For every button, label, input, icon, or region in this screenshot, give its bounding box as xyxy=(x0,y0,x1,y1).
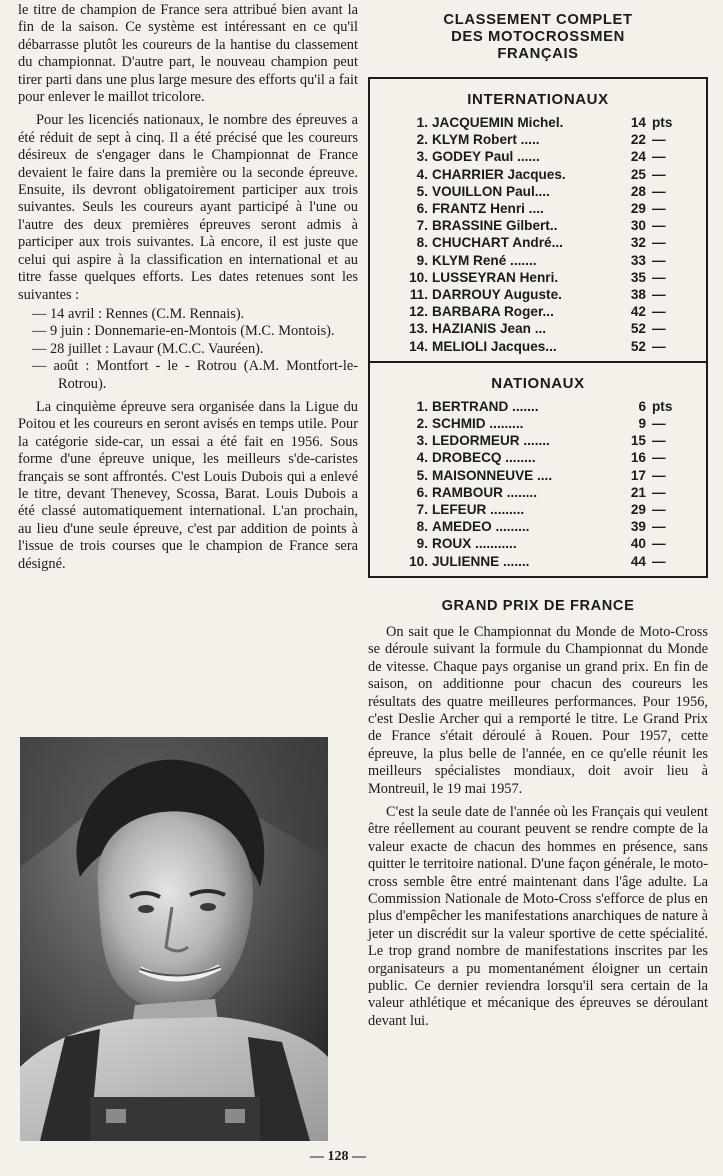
ranking-unit: — xyxy=(652,218,666,234)
ranking-points: 14 xyxy=(630,115,646,130)
ranking-unit: — xyxy=(652,166,666,182)
ranking-name: MELIOLI Jacques... xyxy=(432,338,557,354)
ranking-unit: — xyxy=(652,536,666,552)
ranking-unit: — xyxy=(652,201,666,217)
ranking-points: 32 xyxy=(630,235,646,251)
ranking-position: 7. xyxy=(416,218,428,234)
ranking-position: 5. xyxy=(416,183,428,199)
ranking-unit: — xyxy=(652,269,666,285)
ranking-position: 6. xyxy=(416,201,428,217)
ranking-title-line: CLASSEMENT COMPLET xyxy=(443,12,633,28)
ranking-points: 29 xyxy=(630,502,646,518)
paragraph-cinquieme-epreuve: La cinquième épreuve sera organisée dans la Ligue du Poitou et les coureurs en seront avisés en temps utile. Pour la catégorie side-car, un essai a été fait en 1956. Sous forme d'une épreuve unique, les meilleurs s'de-caristes français se sont affrontés. C'est Louis Dubois qui a enlevé le titre, devant Thenevey, Scossa, Barat. Louis Dubois a été classé automatiquement international. L'an prochain, au lieu d'une seule épreuve, c'est par addition de points à l'issue de trois courses que le champion de France sera désigné. xyxy=(18,398,358,572)
ranking-row xyxy=(370,553,706,570)
ranking-unit: — xyxy=(652,416,666,432)
dates-list xyxy=(18,306,358,393)
ranking-nationaux xyxy=(370,361,706,576)
ranking-unit: — xyxy=(652,132,666,148)
ranking-unit: — xyxy=(652,433,666,449)
ranking-rows xyxy=(370,114,706,355)
ranking-row xyxy=(370,398,706,415)
ranking-row xyxy=(370,449,706,466)
ranking-points: 42 xyxy=(630,304,646,320)
ranking-name: HAZIANIS Jean ... xyxy=(432,321,547,337)
ranking-unit: — xyxy=(652,502,666,518)
left-column xyxy=(18,2,358,573)
ranking-unit: pts xyxy=(652,398,673,414)
ranking-points: 39 xyxy=(630,519,646,535)
ranking-position: 14. xyxy=(409,338,428,354)
ranking-unit: — xyxy=(652,338,666,354)
ranking-position: 7. xyxy=(416,502,428,518)
rider-portrait-photo xyxy=(20,737,328,1141)
ranking-unit: — xyxy=(652,450,666,466)
ranking-row xyxy=(370,484,706,501)
date-item: — août : Montfort - le - Rotrou (A.M. Montfort-le-Rotrou). xyxy=(32,358,358,392)
ranking-position: 9. xyxy=(416,252,428,268)
ranking-points: 22 xyxy=(630,132,646,148)
ranking-row xyxy=(370,183,706,200)
page-number: — 128 — xyxy=(310,1149,366,1164)
ranking-section-heading: INTERNATIONAUX xyxy=(467,91,609,108)
ranking-row xyxy=(370,518,706,535)
ranking-position: 10. xyxy=(409,269,428,285)
ranking-points: 9 xyxy=(638,416,646,432)
ranking-name: FRANTZ Henri .... xyxy=(432,201,544,217)
ranking-unit: — xyxy=(652,149,666,165)
ranking-position: 9. xyxy=(416,536,428,552)
ranking-name: BRASSINE Gilbert.. xyxy=(432,218,558,234)
ranking-unit: — xyxy=(652,467,666,483)
ranking-unit: — xyxy=(652,183,666,199)
ranking-unit: — xyxy=(652,321,666,337)
ranking-name: CHUCHART André... xyxy=(432,235,563,251)
ranking-name: DARROUY Auguste. xyxy=(432,287,562,303)
ranking-table xyxy=(368,77,708,578)
ranking-name: LEFEUR ......... xyxy=(432,502,525,518)
ranking-position: 4. xyxy=(416,450,428,466)
ranking-position: 3. xyxy=(416,433,428,449)
ranking-row xyxy=(370,252,706,269)
ranking-name: DROBECQ ........ xyxy=(432,450,536,466)
ranking-name: JULIENNE ....... xyxy=(432,553,530,569)
ranking-points: 28 xyxy=(630,183,646,199)
ranking-points: 52 xyxy=(630,338,646,354)
ranking-rows xyxy=(370,398,706,570)
ranking-name: ROUX ........... xyxy=(432,536,517,552)
ranking-title-line: DES MOTOCROSSMEN xyxy=(451,29,625,45)
ranking-points: 15 xyxy=(630,433,646,449)
ranking-points: 30 xyxy=(630,218,646,234)
rider-portrait-image xyxy=(20,737,328,1141)
ranking-title-line: FRANÇAIS xyxy=(497,46,579,62)
right-column xyxy=(368,12,708,1030)
ranking-title xyxy=(368,12,708,63)
ranking-name: BERTRAND ....... xyxy=(432,398,539,414)
ranking-position: 11. xyxy=(409,287,428,303)
paragraph-grand-prix: On sait que le Championnat du Monde de Moto-Cross se déroule suivant la formule du Championnat du Monde de vitesse. Chaque pays organise un grand prix. En fin de saison, on additionne pour chacun des coureurs les résultats des quatre meilleures performances. Pour 1956, c'est Deslie Archer qui a remporté le titre. Le Grand Prix de France s'était déroulé à Rouen. Pour 1957, cette épreuve, la plus belle de l'année, en ce qu'elle réunit les meilleurs spécialistes mondiaux, doit avoir lieu à Montreuil, le 19 mai 1957. xyxy=(368,623,708,797)
ranking-points: 16 xyxy=(630,450,646,466)
ranking-position: 1. xyxy=(416,115,428,130)
ranking-row xyxy=(370,217,706,234)
ranking-name: KLYM René ....... xyxy=(432,252,537,268)
ranking-points: 35 xyxy=(630,269,646,285)
ranking-position: 2. xyxy=(416,416,428,432)
ranking-name: AMEDEO ......... xyxy=(432,519,530,535)
ranking-position: 13. xyxy=(409,321,428,337)
ranking-position: 12. xyxy=(409,304,428,320)
ranking-points: 52 xyxy=(630,321,646,337)
ranking-row xyxy=(370,501,706,518)
ranking-name: LUSSEYRAN Henri. xyxy=(432,269,559,285)
ranking-position: 4. xyxy=(416,166,428,182)
ranking-internationaux xyxy=(370,79,706,361)
ranking-unit: pts xyxy=(652,115,673,130)
ranking-row xyxy=(370,320,706,337)
ranking-position: 2. xyxy=(416,132,428,148)
ranking-name: RAMBOUR ........ xyxy=(432,484,537,500)
ranking-position: 8. xyxy=(416,519,428,535)
ranking-position: 5. xyxy=(416,467,428,483)
ranking-position: 3. xyxy=(416,149,428,165)
ranking-unit: — xyxy=(652,235,666,251)
ranking-row xyxy=(370,166,706,183)
ranking-name: KLYM Robert ..... xyxy=(432,132,540,148)
ranking-row xyxy=(370,200,706,217)
ranking-row xyxy=(370,432,706,449)
ranking-points: 6 xyxy=(638,398,646,414)
ranking-row xyxy=(370,131,706,148)
ranking-row xyxy=(370,415,706,432)
ranking-name: MAISONNEUVE .... xyxy=(432,467,553,483)
ranking-points: 25 xyxy=(630,166,646,182)
ranking-unit: — xyxy=(652,304,666,320)
paragraph-nationaux: Pour les licenciés nationaux, le nombre des épreuves a été réduit de sept à cinq. Il a été précisé que les coureurs désireux de s'engager dans le Championnat de France devaient le faire dans la première ou la seconde épreuve. Ensuite, ils devront obligatoirement participer aux trois suivantes. Seuls les coureurs ayant participé à l'une ou l'autre des deux premières épreuves seront admis à participer aux trois suivantes. Là encore, il est juste que celui qui aspire à la classification en international et au titre fasse quelques efforts. Les dates retenues sont les suivantes : xyxy=(18,112,358,303)
ranking-position: 8. xyxy=(416,235,428,251)
ranking-points: 24 xyxy=(630,149,646,165)
ranking-position: 6. xyxy=(416,484,428,500)
ranking-position: 1. xyxy=(416,398,428,414)
ranking-points: 21 xyxy=(630,484,646,500)
ranking-unit: — xyxy=(652,519,666,535)
ranking-points: 17 xyxy=(630,467,646,483)
ranking-name: JACQUEMIN Michel. xyxy=(432,115,564,130)
ranking-section-heading: NATIONAUX xyxy=(491,374,585,392)
ranking-name: BARBARA Roger... xyxy=(432,304,554,320)
ranking-row xyxy=(370,286,706,303)
paragraph-seule-date: C'est la seule date de l'année où les Français qui veulent être réellement au courant peuvent se rendre compte de la valeur exacte de chacun des hommes en présence, sans quitter le territoire national. D'une façon générale, le moto-cross semble être entré maintenant dans l'âge adulte. La Commission Nationale de Moto-Cross s'efforce de plus en plus d'empêcher les manifestations anarchiques de nature à jeter un discrédit sur la valeur sportive de cette spécialité. Le trop grand nombre de manifestations inscrites par les organisateurs a pu momentanément éloigner un certain public. Ce dernier reviendra lorsqu'il sera certain de la valeur athlétique et mécanique des épreuves se déroulant devant lui. xyxy=(368,803,708,1029)
ranking-unit: — xyxy=(652,287,666,303)
ranking-points: 38 xyxy=(630,287,646,303)
ranking-row xyxy=(370,338,706,355)
ranking-name: CHARRIER Jacques. xyxy=(432,166,566,182)
date-item: — 14 avril : Rennes (C.M. Rennais). xyxy=(32,305,245,322)
grand-prix-heading: GRAND PRIX DE FRANCE xyxy=(441,597,635,614)
ranking-row xyxy=(370,114,706,131)
ranking-points: 40 xyxy=(630,536,646,552)
ranking-points: 29 xyxy=(630,201,646,217)
ranking-points: 44 xyxy=(630,553,646,569)
ranking-row xyxy=(370,535,706,552)
ranking-name: VOUILLON Paul.... xyxy=(432,183,550,199)
ranking-unit: — xyxy=(652,252,666,268)
ranking-name: SCHMID ......... xyxy=(432,416,524,432)
ranking-row xyxy=(370,234,706,251)
ranking-row xyxy=(370,269,706,286)
ranking-name: GODEY Paul ...... xyxy=(432,149,540,165)
date-item: — 28 juillet : Lavaur (M.C.C. Vauréen). xyxy=(32,340,264,357)
paragraph-champion: le titre de champion de France sera attribué bien avant la fin de la saison. Ce système est intéressant en ce qu'il débarrasse plutôt les coureurs de la hantise du classement du championnat. D'autre part, le nouveau champion peut tirer parti dans une plus large mesure des efforts qu'il a fait pour enlever le maillot tricolore. xyxy=(18,2,358,106)
ranking-row xyxy=(370,467,706,484)
ranking-unit: — xyxy=(652,484,666,500)
ranking-unit: — xyxy=(652,553,666,569)
date-item: — 9 juin : Donnemarie-en-Montois (M.C. Montois). xyxy=(32,323,335,340)
ranking-points: 33 xyxy=(630,252,646,268)
ranking-row xyxy=(370,303,706,320)
ranking-position: 10. xyxy=(409,553,428,569)
ranking-row xyxy=(370,148,706,165)
ranking-name: LEDORMEUR ....... xyxy=(432,433,550,449)
